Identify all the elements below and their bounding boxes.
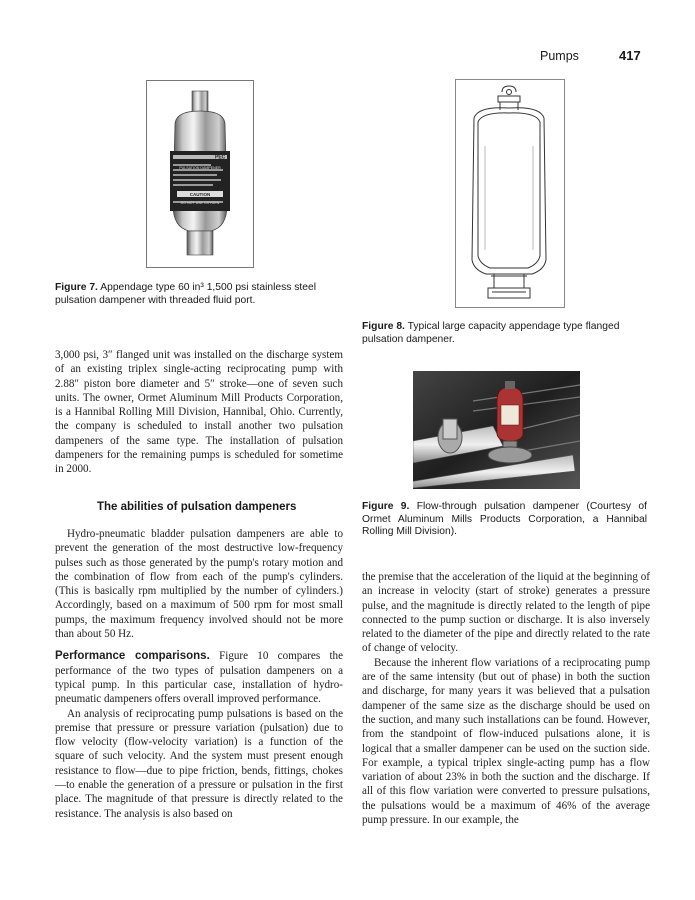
figure-7-caption-text: Appendage type 60 in³ 1,500 psi stainless steel pulsation dampener with threaded fluid port. bbox=[55, 282, 317, 306]
figure-8-caption-text: Typical large capacity appendage type flanged pulsation dampener. bbox=[362, 321, 620, 345]
left-para-2: Hydro-pneumatic bladder pulsation dampeners are able to prevent the generation of the most destructive low-frequency pulses such as those generated by the pump's rotary motion and the combination of flow from each of the pump's cylinders. (This is basically rpm multiplied by the number of cylinders.) Accordingly, based on a maximum of 500 rpm for most small pumps, the maximum frequency involved should not be more than about 50 Hz. bbox=[55, 528, 343, 641]
section-heading: The abilities of pulsation dampeners bbox=[97, 501, 297, 513]
left-paragraph-continuation bbox=[55, 348, 343, 477]
left-para-3: Figure 10 compares the performance of the two types of pulsation dampeners on a typical pump. In this particular case, installation of hydro-pneumatic dampeners offers overall improved performance. bbox=[55, 650, 343, 706]
right-para-1: the premise that the acceleration of the liquid at the beginning of an increase in velocity (start of stroke) generates a pressure pulse, and the magnitude is directly related to the length of pipe connected to the pump suction or discharge. It is also inversely related to the diameter of the pipe and directly related to the rate of change of velocity. bbox=[362, 571, 650, 655]
figure-8-caption bbox=[362, 321, 647, 346]
fig7-label-title: PULSATION DAMPENER bbox=[179, 166, 221, 170]
figure-7-caption bbox=[55, 282, 340, 307]
fig7-label-warning: DO NOT USE OXYGEN bbox=[180, 201, 220, 205]
left-para-4: An analysis of reciprocating pump pulsations is based on the premise that pressure or pressure variation (pulsation) due to flow velocity (flow-velocity variation) is a function of the square of such velocity. And the system must present enough resistance to flow—due to pipe friction, bends, fittings, chokes—to enable the generation of a pressure or pulsation in the first place. The magnitude of that pressure is directly related to the resistance. The analysis is also based on bbox=[55, 707, 343, 820]
left-para-3-wrapper bbox=[55, 649, 343, 706]
figure-8-label: Figure 8. bbox=[362, 321, 405, 332]
figure-9-caption-text: Flow-through pulsation dampener (Courtesy of Ormet Aluminum Mills Products Corporation, a Hannibal Rolling Mill Division). bbox=[362, 501, 647, 538]
figure-7-label: Figure 7. bbox=[55, 282, 98, 293]
figure-7-image bbox=[146, 80, 254, 268]
figure-9-image bbox=[413, 371, 580, 489]
right-para-2: Because the inherent flow variations of a reciprocating pump are of the same intensity (but out of phase) in both the suction and discharge, for many years it was believed that a pulsation dampener of the same size as the discharge should be used on the suction, and many such installations can be found. However, from the standpoint of flow-induced pulsations alone, it is logical that a smaller dampener can be used on the suction side. For example, a typical triplex single-acting pump has a flow variation of about 23% in both the suction and the discharge. If all of this flow variation were converted to pressure pulsations, the pulsations would be a maximum of 46% of the average pump pressure. In our example, the bbox=[362, 656, 650, 827]
right-body-block bbox=[362, 570, 650, 827]
run-in-heading: Performance comparisons. bbox=[55, 650, 210, 663]
left-para-1: 3,000 psi, 3″ flanged unit was installed on the discharge system of an existing triplex single-acting reciprocating pump with 2.88″ piston bore diameter and 5″ stroke—one of seven such units. The owner, Ormet Aluminum Mill Products Corporation, is a Hannibal Rolling Mill Division, Hannibal, Ohio. Currently, the company is scheduled to install another two pulsation dampeners of the same type. The installation of pulsation dampeners for the remaining pumps is scheduled for sometime in 2000. bbox=[55, 349, 343, 476]
running-header-section: Pumps bbox=[540, 49, 579, 63]
fig7-label-brand: PEC bbox=[215, 154, 226, 161]
page-number: 417 bbox=[619, 48, 641, 63]
figure-9-caption bbox=[362, 501, 647, 539]
fig7-label-caution: CAUTION bbox=[189, 192, 211, 197]
figure-8-image bbox=[455, 79, 565, 308]
left-body-block bbox=[55, 527, 343, 821]
figure-9-label: Figure 9. bbox=[362, 501, 410, 512]
